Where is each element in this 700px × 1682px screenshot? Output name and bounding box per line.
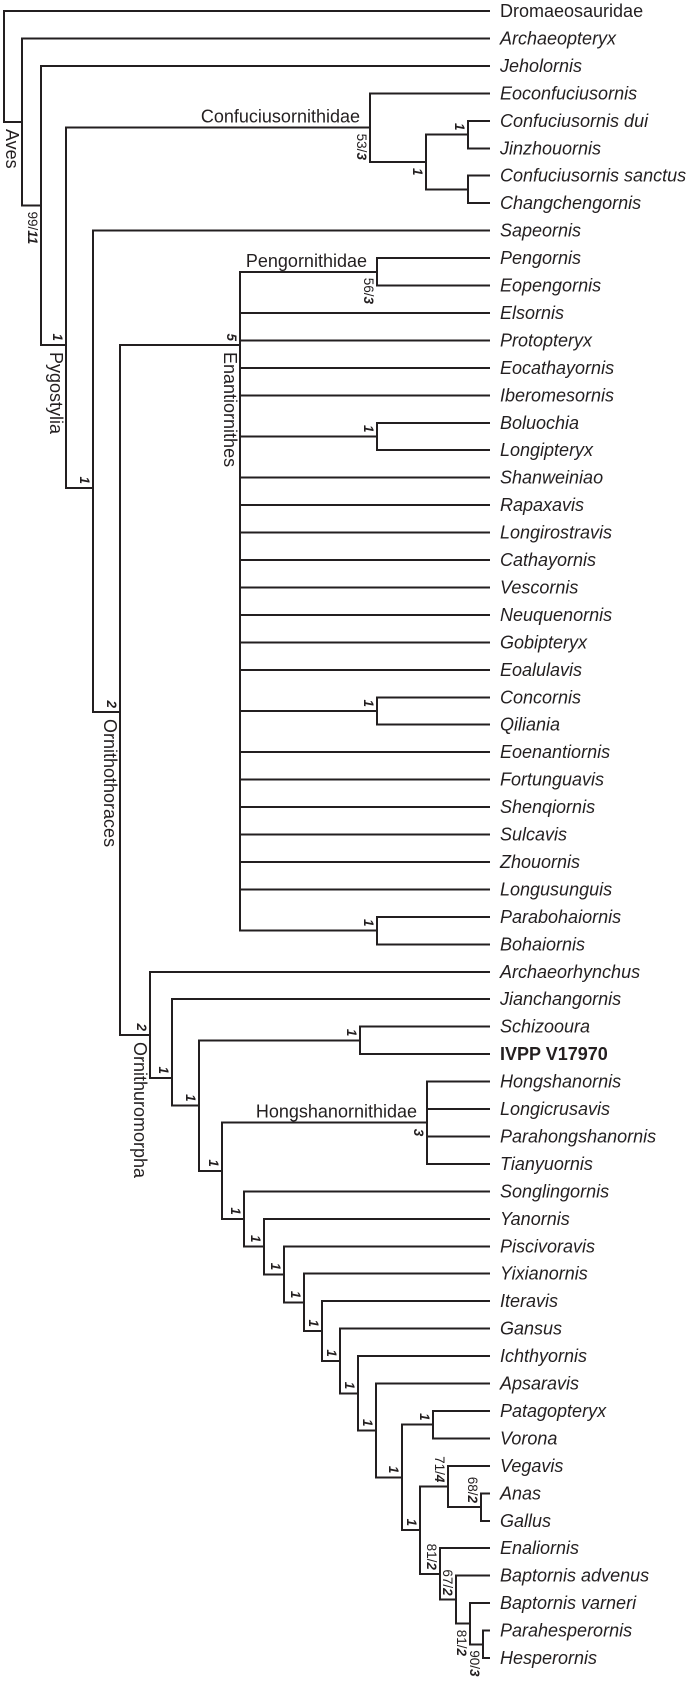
support-value-label: 1 (228, 1207, 243, 1215)
support-value-label: 71/4 (432, 1456, 447, 1483)
taxon-label: Rapaxavis (500, 495, 585, 516)
taxon-label: Longusunguis (500, 879, 613, 900)
support-value-label: 81/2 (454, 1629, 469, 1656)
support-value-label: 1 (361, 699, 376, 707)
taxon-label: Qiliania (500, 714, 561, 735)
taxon-label: Schizooura (500, 1016, 591, 1037)
taxon-label: Vorona (500, 1428, 558, 1449)
taxon-label: Iteravis (500, 1291, 559, 1312)
support-value-label: 1 (206, 1159, 221, 1167)
support-value-label: 1 (50, 333, 65, 341)
support-value-label: 1 (77, 476, 92, 484)
support-value-label: 1 (386, 1465, 401, 1474)
support-value-label: 1 (183, 1094, 198, 1102)
taxon-label: Enaliornis (500, 1538, 580, 1559)
clade-name-label: Ornithuromorpha (130, 1042, 150, 1179)
family-name-label: Pengornithidae (245, 250, 367, 271)
taxon-label: Eoalulavis (500, 659, 583, 680)
support-value-label: 1 (452, 123, 467, 131)
support-value-label: 2 (104, 700, 119, 708)
clade-name-label: Pygostylia (46, 352, 66, 435)
clade-name-label: Ornithothoraces (100, 719, 120, 848)
taxon-label: Sulcavis (500, 824, 568, 845)
taxon-label: Hongshanornis (500, 1071, 622, 1092)
taxon-label: Parahongshanornis (500, 1126, 657, 1147)
taxon-label: Bohaiornis (500, 934, 586, 955)
taxon-label: Iberomesornis (500, 385, 615, 406)
support-value-label: 1 (248, 1235, 263, 1243)
taxon-label: Gallus (500, 1510, 552, 1531)
taxon-label: Jinzhouornis (500, 138, 602, 159)
taxon-label: Archaeopteryx (500, 28, 617, 49)
support-value-label: 68/2 (465, 1476, 480, 1504)
taxon-label: Fortunguavis (500, 769, 605, 790)
taxon-label: Songlingornis (500, 1181, 610, 1202)
taxon-label: Sapeornis (500, 220, 582, 241)
taxon-label: Yixianornis (500, 1263, 588, 1284)
support-value-label: 1 (360, 1418, 375, 1427)
support-value-label: 3 (411, 1128, 426, 1137)
taxon-label: Zhouornis (500, 851, 581, 872)
support-value-label: 90/3 (467, 1650, 482, 1677)
support-value-label: 1 (268, 1262, 283, 1271)
taxon-label: Patagopteryx (500, 1400, 607, 1421)
taxon-label: Confuciusornis sanctus (500, 165, 687, 186)
taxon-label: Concornis (500, 687, 582, 708)
taxon-label: Parabohaiornis (500, 906, 622, 927)
taxon-label: Apsaravis (500, 1373, 580, 1394)
family-name-label: Confuciusornithidae (200, 106, 360, 127)
taxon-label: Anas (500, 1483, 542, 1504)
taxon-label: Ichthyornis (500, 1346, 588, 1367)
support-value-label: 1 (156, 1066, 171, 1074)
taxon-label: Piscivoravis (500, 1236, 596, 1257)
support-value-label: 1 (342, 1381, 357, 1390)
taxon-label: Eocathayornis (500, 357, 615, 378)
taxon-label: Parahesperornis (500, 1620, 633, 1641)
taxon-label: Vegavis (500, 1455, 564, 1476)
taxon-label: Baptornis advenus (500, 1565, 650, 1586)
taxon-label: Shenqiornis (500, 797, 596, 818)
taxon-label: Cathayornis (500, 550, 597, 570)
support-value-label: 1 (324, 1349, 339, 1357)
clade-name-label: Enantiornithes (220, 352, 240, 468)
taxon-label: Pengornis (500, 248, 582, 269)
support-value-label: 5 (224, 333, 239, 341)
support-value-label: 1 (417, 1413, 432, 1421)
support-value-label: 2 (134, 1023, 149, 1031)
taxon-label: Eopengornis (500, 275, 602, 296)
taxon-label: Eoenantiornis (500, 742, 611, 763)
taxon-label: Shanweiniao (500, 467, 604, 488)
taxon-label: Tianyuornis (500, 1153, 593, 1174)
taxon-label: Archaeorhynchus (500, 961, 641, 982)
support-value-label: 1 (410, 167, 425, 176)
taxon-label: Elsornis (500, 302, 565, 323)
family-name-label: Hongshanornithidae (255, 1101, 417, 1122)
support-value-label: 1 (344, 1028, 359, 1037)
taxon-label: Gobipteryx (500, 632, 588, 653)
support-value-label: 1 (361, 919, 376, 927)
support-value-label: 53/3 (354, 133, 369, 160)
taxon-label: Protopteryx (500, 330, 593, 351)
taxon-label: Longipteryx (500, 440, 594, 461)
taxon-label: Eoconfuciusornis (500, 83, 638, 104)
taxon-label: Dromaeosauridae (500, 1, 644, 21)
taxon-label: Vescornis (500, 577, 579, 598)
taxon-label: IVPP V17970 (500, 1044, 608, 1065)
taxon-label: Gansus (500, 1318, 563, 1339)
taxon-label: Jeholornis (500, 55, 583, 76)
taxon-label: Neuquenornis (500, 604, 613, 625)
support-value-label: 67/2 (440, 1569, 455, 1596)
taxon-label: Changchengornis (500, 193, 642, 214)
support-value-label: 1 (306, 1319, 321, 1328)
taxon-label: Hesperornis (500, 1648, 598, 1668)
taxon-label: Yanornis (500, 1208, 570, 1229)
clade-name-label: Aves (2, 128, 22, 169)
taxon-label: Longicrusavis (500, 1099, 611, 1119)
support-value-label: 1 (361, 424, 376, 433)
taxon-label: Boluochia (500, 412, 580, 433)
taxon-label: Longirostravis (500, 522, 613, 543)
taxon-label: Jianchangornis (500, 989, 622, 1010)
taxon-label: Baptornis varneri (500, 1593, 637, 1614)
support-value-label: 56/3 (361, 277, 376, 305)
support-value-label: 1 (288, 1290, 303, 1299)
support-value-label: 99/11 (25, 211, 40, 245)
support-value-label: 1 (404, 1518, 419, 1527)
support-value-label: 81/2 (424, 1543, 439, 1570)
taxon-label: Confuciusornis dui (500, 110, 649, 131)
